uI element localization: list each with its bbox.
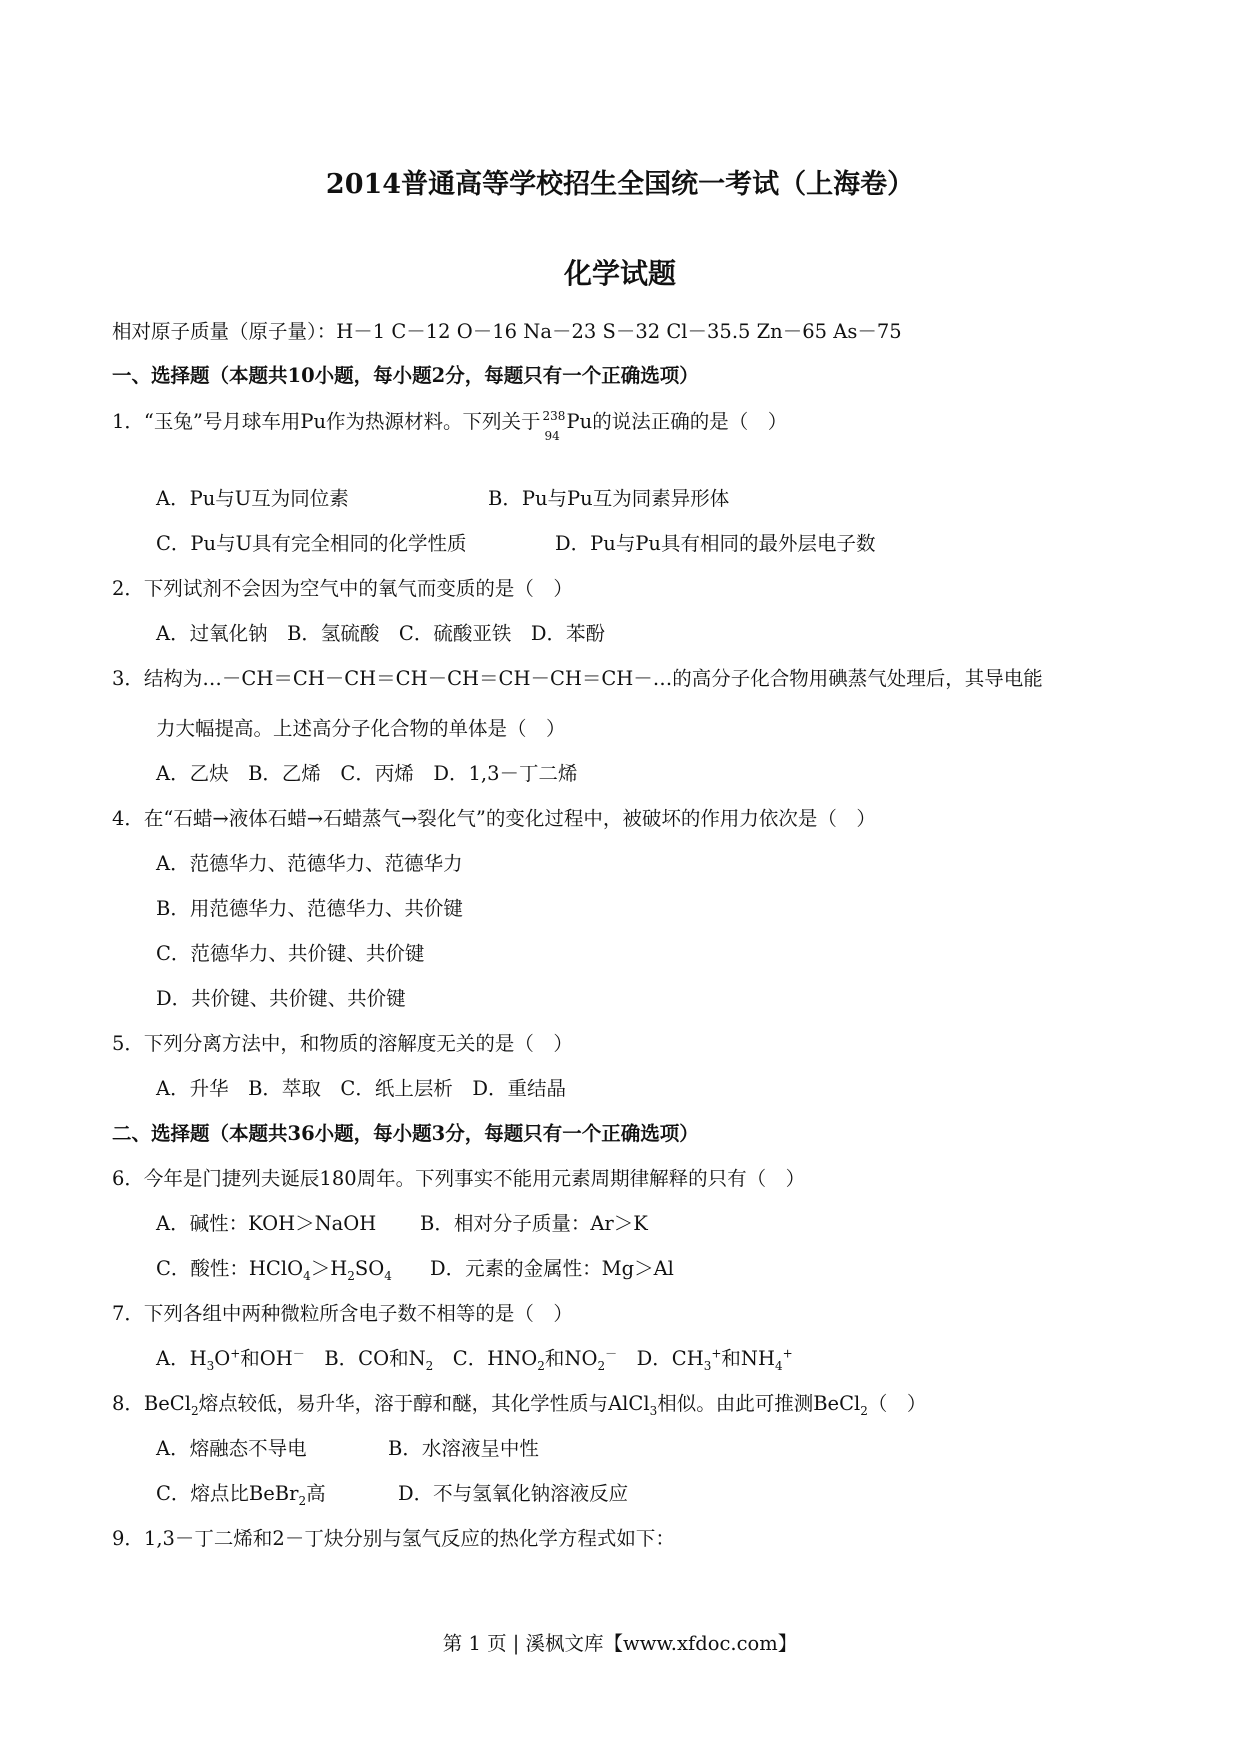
q6-option-b: B．相对分子质量：Ar＞K <box>420 1212 648 1235</box>
q8-option-c: C．熔点比BeBr$_2$高 <box>156 1482 326 1508</box>
question-2-stem: 2．下列试剂不会因为空气中的氧气而变质的是（ ） <box>112 577 573 600</box>
q2-options: A．过氧化钠 B．氢硫酸 C．硫酸亚铁 D．苯酚 <box>156 622 605 645</box>
question-3-stem-line2: 力大幅提高。上述高分子化合物的单体是（ ） <box>156 717 566 740</box>
q1-stem-before: 1．“玉兔”号月球车用Pu作为热源材料。下列关于 <box>112 410 541 433</box>
atomic-masses-line: 相对原子质量（原子量）：H－1 C－12 O－16 Na－23 S－32 Cl－35.5 Zn－65 As－75 <box>112 320 902 343</box>
q4-option-c: C．范德华力、共价键、共价键 <box>156 942 425 965</box>
q1-option-d: D．Pu与Pu具有相同的最外层电子数 <box>555 532 876 555</box>
nuclide-mass-number: 238 <box>542 409 566 423</box>
q7-a: A．$H_3O^+$和OH－ <box>156 1346 305 1373</box>
q6-option-c <box>156 1255 392 1283</box>
q4-option-d: D．共价键、共价键、共价键 <box>156 987 406 1010</box>
q6-c-sub: 2 <box>347 1268 355 1283</box>
page-footer: 第 1 页 | 溪枫文库【www.xfdoc.com】 <box>442 1632 798 1655</box>
q7-d: D．$CH_3^+$和$NH_4^+$ <box>636 1346 793 1373</box>
q4-option-a: A．范德华力、范德华力、范德华力 <box>156 852 463 875</box>
exam-subtitle: 化学试题 <box>563 257 676 290</box>
question-7-stem: 7．下列各组中两种微粒所含电子数不相等的是（ ） <box>112 1302 573 1325</box>
q8-option-a: A．熔融态不导电 <box>156 1437 307 1460</box>
q1-stem-after: 的说法正确的是（ ） <box>592 410 788 433</box>
q1-option-b: B．Pu与Pu互为同素异形体 <box>488 487 730 510</box>
q6-c-sub: 4 <box>303 1268 311 1283</box>
question-4-stem: 4．在“石蜡→液体石蜡→石蜡蒸气→裂化气”的变化过程中，被破坏的作用力依次是（ ） <box>112 807 876 830</box>
question-8-stem: 8．BeCl$_2$熔点较低，易升华，溶于醇和醚，其化学性质与AlCl$_3$相似。由此可推测BeCl$_2$（ ） <box>112 1392 927 1418</box>
q6-c-text: ＞H <box>310 1257 348 1280</box>
q6-c-text: C．酸性：HClO <box>156 1257 304 1280</box>
q8-option-b: B．水溶液呈中性 <box>388 1437 539 1460</box>
q6-option-a: A．碱性：KOH＞NaOH <box>156 1212 377 1235</box>
q5-options: A．升华 B．萃取 C．纸上层析 D．重结晶 <box>156 1077 566 1100</box>
question-3-stem-line1: 3．结构为…－CH＝CH－CH＝CH－CH＝CH－CH＝CH－…的高分子化合物用碘蒸气处理后，其导电能 <box>112 667 1043 690</box>
nuclide-atomic-number: 94 <box>544 429 560 443</box>
q7-c: C．$HNO_2$和$NO_2^-$ <box>452 1346 618 1373</box>
q6-option-d: D．元素的金属性：Mg＞Al <box>430 1257 674 1280</box>
q8-option-d: D．不与氢氧化钠溶液反应 <box>398 1482 629 1505</box>
question-9-stem: 9．1,3－丁二烯和2－丁炔分别与氢气反应的热化学方程式如下： <box>112 1527 675 1550</box>
q4-option-b: B．用范德华力、范德华力、共价键 <box>156 897 463 920</box>
question-6-stem: 6．今年是门捷列夫诞辰180周年。下列事实不能用元素周期律解释的只有（ ） <box>112 1167 806 1190</box>
q7-options <box>156 1345 793 1373</box>
q1-option-c: C．Pu与U具有完全相同的化学性质 <box>156 532 467 555</box>
nuclide-notation <box>541 408 593 443</box>
q6-c-text: SO <box>354 1257 385 1280</box>
exam-title: 2014普通高等学校招生全国统一考试（上海卷） <box>325 169 915 200</box>
q1-option-a: A．Pu与U互为同位素 <box>156 487 349 510</box>
nuclide-symbol: Pu <box>566 410 593 433</box>
section-2-heading: 二、选择题（本题共36小题，每小题3分，每题只有一个正确选项） <box>112 1122 699 1145</box>
question-1-stem <box>112 408 788 443</box>
section-1-heading: 一、选择题（本题共10小题，每小题2分，每题只有一个正确选项） <box>112 364 699 387</box>
q7-b: B．CO和$N_2$ <box>324 1347 434 1373</box>
q3-options: A．乙炔 B．乙烯 C．丙烯 D．1,3－丁二烯 <box>156 762 578 785</box>
q6-c-sub: 4 <box>384 1268 392 1283</box>
question-5-stem: 5．下列分离方法中，和物质的溶解度无关的是（ ） <box>112 1032 573 1055</box>
